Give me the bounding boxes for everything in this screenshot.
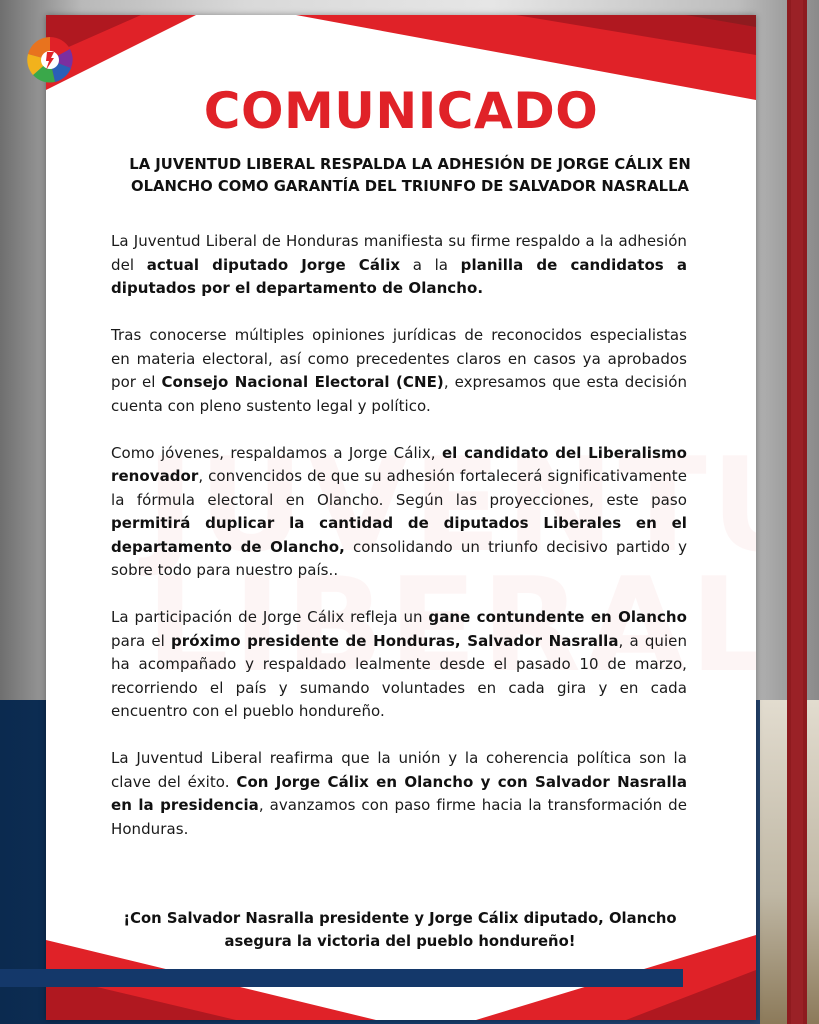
text-run: La Juventud Liberal reafirma que la unión y la coherencia política son la clave del éxito. (111, 749, 687, 791)
right-red-stripe-inner (791, 0, 803, 1024)
text-run: consolidando un triunfo decisivo partido y sobre todo para nuestro país.. (111, 537, 687, 579)
bold-text: permitirá duplicar la cantidad de diputados Liberales en el departamento de Olancho, (111, 514, 687, 556)
bold-text: planilla de candidatos a diputados por el departamento de Olancho. (111, 255, 688, 297)
body-paragraph-3 (111, 442, 687, 583)
body-paragraph-1 (111, 230, 687, 301)
body-paragraph-4 (111, 606, 687, 724)
text-run: para el (111, 631, 172, 650)
headline: LA JUVENTUD LIBERAL RESPALDA LA ADHESIÓN DE JORGE CÁLIX EN OLANCHO COMO GARANTÍA DEL TRIUNFO DE SALVADOR NASRALLA (129, 156, 691, 195)
text-run: , a quien ha acompañado y respaldado lealmente desde el pasado 10 de marzo, recorriendo el país y sumando voluntades en cada gira y en cada encuentro con el pueblo hondureño. (111, 631, 688, 720)
body-paragraph-2 (111, 324, 687, 418)
text-run: La participación de Jorge Cálix refleja un (111, 608, 429, 626)
closing-statement: ¡Con Salvador Nasralla presidente y Jorge Cálix diputado, Olancho asegura la victoria del pueblo hondureño! (123, 910, 677, 950)
bold-text: actual diputado Jorge Cálix (146, 255, 401, 274)
page-title: COMUNICADO (203, 82, 599, 140)
bold-text: Con Jorge Cálix en Olancho y con Salvador Nasralla en la presidencia (111, 772, 688, 814)
text-run: Como jóvenes, respaldamos a Jorge Cálix, (111, 443, 442, 462)
bold-text: Consejo Nacional Electoral (CNE) (161, 373, 444, 391)
text-run: La Juventud Liberal de Honduras manifiesta su firme respaldo a la adhesión del (111, 232, 687, 274)
bottom-blue-bar (0, 969, 683, 987)
communique-body (111, 230, 687, 865)
text-run: , avanzamos con paso firme hacia la transformación de Honduras. (111, 796, 687, 838)
text-run: a la (400, 255, 461, 274)
bold-text: gane contundente en Olancho (428, 608, 687, 626)
text-run: , expresamos que esta decisión cuenta con pleno sustento legal y político. (111, 373, 688, 415)
body-paragraph-5 (111, 747, 687, 841)
bold-text: el candidato del Liberalismo renovador (111, 443, 687, 485)
bold-text: próximo presidente de Honduras, Salvador Nasralla (171, 631, 619, 650)
text-run: Tras conocerse múltiples opiniones jurídicas de reconocidos especialistas en materia electoral, así como precedentes claros en casos ya aprobados por el (111, 326, 687, 391)
juventud-liberal-logo-icon (27, 37, 73, 83)
text-run: , convencidos de que su adhesión fortalecerá significativamente la fórmula electoral en Olancho. Según las proyecciones, este paso (111, 467, 687, 509)
